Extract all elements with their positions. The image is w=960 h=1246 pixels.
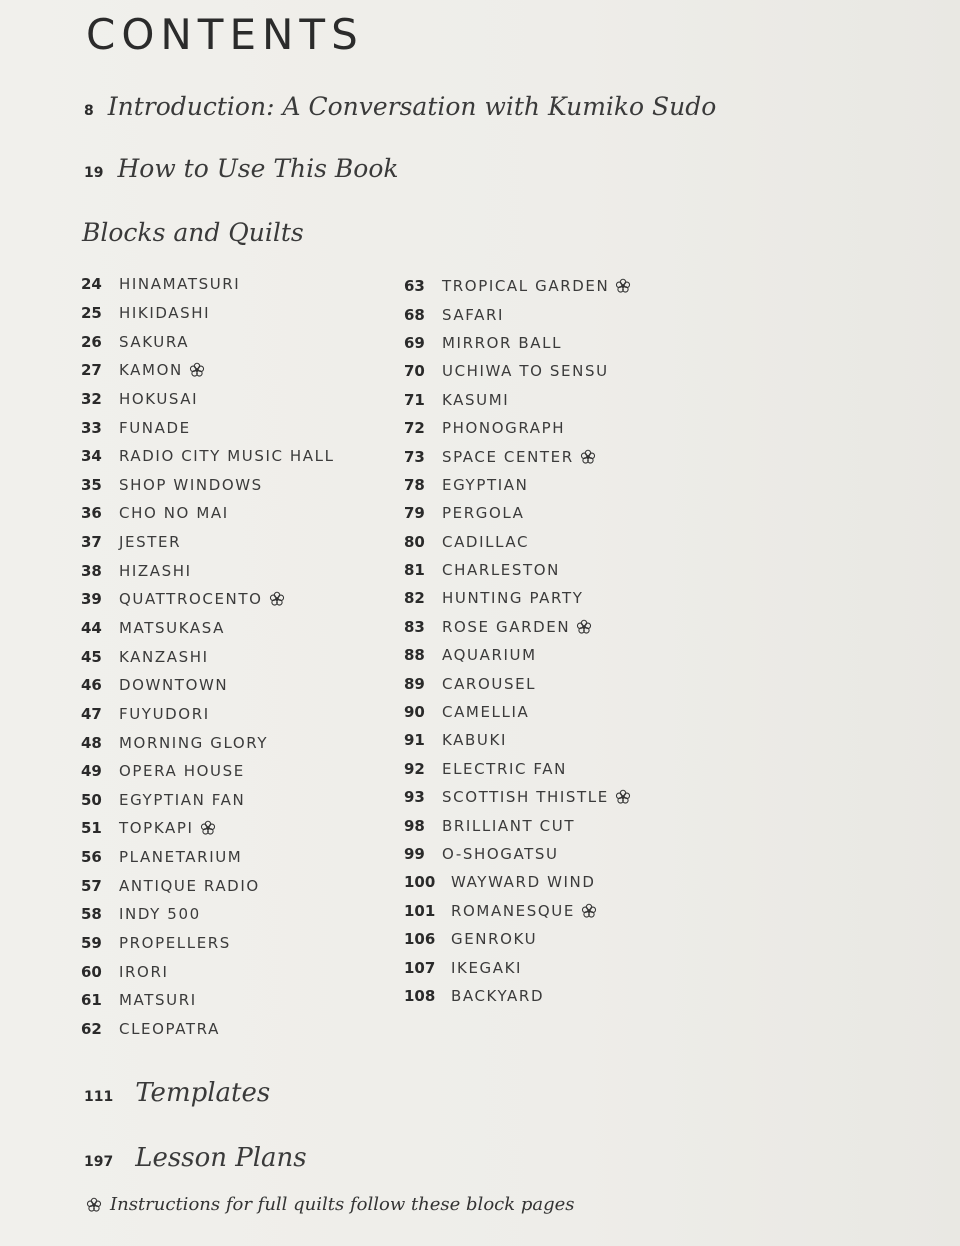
toc-block-name: MATSURI <box>119 991 197 1010</box>
toc-block-entry[interactable] <box>81 614 335 643</box>
toc-page-number: 25 <box>81 303 102 322</box>
toc-entry-label: Lesson Plans <box>135 1143 307 1173</box>
toc-block-entry[interactable] <box>81 814 335 843</box>
toc-entry-lesson-plans[interactable] <box>84 1143 307 1173</box>
toc-block-entry[interactable] <box>404 811 631 839</box>
toc-block-entry[interactable] <box>81 528 335 557</box>
toc-page-number: 51 <box>81 819 102 838</box>
toc-page-number: 38 <box>81 561 102 580</box>
flower-icon <box>86 1197 102 1213</box>
toc-page-number: 26 <box>81 332 102 351</box>
toc-block-name: PLANETARIUM <box>119 848 243 867</box>
toc-block-name: HIZASHI <box>119 561 192 580</box>
toc-block-entry[interactable] <box>81 413 335 442</box>
toc-block-name: CLEOPATRA <box>119 1019 220 1038</box>
toc-block-name: PHONOGRAPH <box>442 419 566 438</box>
toc-block-name: SPACE CENTER <box>442 447 574 466</box>
toc-block-entry[interactable] <box>404 755 631 783</box>
flower-icon <box>615 278 631 294</box>
toc-page-number: 98 <box>404 816 425 835</box>
toc-block-entry[interactable] <box>404 669 631 697</box>
toc-page-number: 107 <box>404 958 436 977</box>
toc-block-entry[interactable] <box>81 700 335 729</box>
toc-block-name: OPERA HOUSE <box>119 762 245 781</box>
toc-entry-templates[interactable] <box>84 1078 270 1108</box>
toc-block-entry[interactable] <box>81 499 335 528</box>
flower-icon <box>581 903 597 919</box>
toc-page-number: 59 <box>81 934 102 953</box>
toc-page-number: 101 <box>404 901 436 920</box>
toc-block-name: TOPKAPI <box>119 819 194 838</box>
toc-block-name: JESTER <box>119 533 182 552</box>
toc-block-entry[interactable] <box>404 556 631 584</box>
toc-block-name: ANTIQUE RADIO <box>119 876 260 895</box>
toc-page-number: 100 <box>404 873 436 892</box>
toc-block-entry[interactable] <box>404 442 631 470</box>
toc-block-name: DOWNTOWN <box>119 676 229 695</box>
toc-page-number: 108 <box>404 986 436 1005</box>
toc-block-entry[interactable] <box>404 783 631 811</box>
toc-page-number: 71 <box>404 390 425 409</box>
toc-block-name: UCHIWA TO SENSU <box>442 362 609 381</box>
toc-block-entry[interactable] <box>81 327 335 356</box>
toc-page-number: 50 <box>81 790 102 809</box>
toc-block-entry[interactable] <box>81 299 335 328</box>
toc-entry-label: Templates <box>135 1078 271 1108</box>
toc-block-entry[interactable] <box>404 414 631 442</box>
toc-page-number: 91 <box>404 731 425 750</box>
toc-page-number: 49 <box>81 762 102 781</box>
toc-block-entry[interactable] <box>81 585 335 614</box>
toc-block-name: INDY 500 <box>119 905 201 924</box>
blocks-and-quilts-heading: Blocks and Quilts <box>82 218 304 247</box>
toc-page-number: 45 <box>81 647 102 666</box>
toc-block-name: SAFARI <box>442 305 505 324</box>
toc-block-entry[interactable] <box>81 470 335 499</box>
toc-block-name: EGYPTIAN <box>442 475 529 494</box>
toc-page-number: 36 <box>81 504 102 523</box>
footnote-text: Instructions for full quilts follow these block pages <box>110 1194 575 1215</box>
toc-block-entry[interactable] <box>404 329 631 357</box>
toc-block-name: CHARLESTON <box>442 561 560 580</box>
toc-page-number: 57 <box>81 876 102 895</box>
toc-page-number: 90 <box>404 703 425 722</box>
toc-page-number: 70 <box>404 362 425 381</box>
toc-block-entry[interactable] <box>404 471 631 499</box>
toc-page-number: 34 <box>81 447 102 466</box>
toc-page-number: 8 <box>84 103 94 119</box>
toc-block-entry[interactable] <box>81 556 335 585</box>
blocks-column-right <box>404 272 631 1010</box>
toc-page-number: 47 <box>81 704 102 723</box>
toc-page-number: 79 <box>404 504 425 523</box>
toc-block-entry[interactable] <box>404 868 631 896</box>
toc-block-name: TROPICAL GARDEN <box>442 277 610 296</box>
toc-block-name: BRILLIANT CUT <box>442 816 576 835</box>
toc-block-name: RADIO CITY MUSIC HALL <box>119 447 335 466</box>
toc-block-entry[interactable] <box>81 929 335 958</box>
toc-block-name: MATSUKASA <box>119 619 225 637</box>
toc-page-number: 60 <box>81 962 102 981</box>
toc-block-name: IRORI <box>119 962 169 981</box>
toc-page-number: 69 <box>404 333 425 352</box>
toc-block-name: KAMON <box>119 361 183 380</box>
footnote <box>86 1194 575 1215</box>
toc-page-number: 37 <box>81 533 102 552</box>
toc-entry-label: Introduction: A Conversation with Kumiko Sudo <box>107 92 717 121</box>
toc-page-number: 27 <box>81 361 102 380</box>
toc-block-name: BACKYARD <box>451 986 545 1005</box>
toc-block-entry[interactable] <box>404 840 631 868</box>
toc-block-name: PROPELLERS <box>119 934 231 953</box>
toc-block-name: QUATTROCENTO <box>119 590 263 609</box>
toc-block-entry[interactable] <box>81 270 335 299</box>
toc-block-entry[interactable] <box>81 957 335 986</box>
toc-page-number: 89 <box>404 674 425 693</box>
toc-block-name: KANZASHI <box>119 647 209 666</box>
toc-page-number: 62 <box>81 1019 102 1038</box>
toc-block-entry[interactable] <box>404 982 631 1010</box>
toc-block-name: HUNTING PARTY <box>442 589 584 608</box>
toc-page-number: 78 <box>404 475 425 494</box>
toc-block-entry[interactable] <box>81 385 335 414</box>
toc-block-name: MIRROR BALL <box>442 333 563 352</box>
toc-block-name: GENROKU <box>451 930 538 949</box>
toc-block-entry[interactable] <box>81 728 335 757</box>
toc-page-number: 46 <box>81 676 102 695</box>
toc-entry-introduction[interactable] <box>84 92 716 121</box>
toc-page-number: 19 <box>84 165 104 181</box>
toc-block-entry[interactable] <box>81 442 335 471</box>
toc-block-name: WAYWARD WIND <box>451 873 596 892</box>
toc-page-number: 88 <box>404 646 425 665</box>
flower-icon <box>189 362 205 378</box>
toc-block-name: EGYPTIAN FAN <box>119 790 246 809</box>
toc-block-entry[interactable] <box>81 356 335 385</box>
page-title: CONTENTS <box>86 10 364 59</box>
toc-page-number: 63 <box>404 277 425 296</box>
toc-page-number: 61 <box>81 991 102 1010</box>
toc-page-number: 56 <box>81 848 102 867</box>
toc-page-number: 93 <box>404 788 425 807</box>
flower-icon <box>269 591 285 607</box>
toc-page-number: 99 <box>404 845 425 863</box>
toc-block-entry[interactable] <box>81 757 335 786</box>
toc-page-number: 58 <box>81 905 102 924</box>
toc-block-entry[interactable] <box>404 528 631 556</box>
toc-block-entry[interactable] <box>404 300 631 328</box>
toc-page-number: 73 <box>404 447 425 466</box>
toc-block-name: SAKURA <box>119 332 190 351</box>
toc-block-entry[interactable] <box>404 613 631 641</box>
toc-block-name: ROSE GARDEN <box>442 617 571 636</box>
toc-block-name: HIKIDASHI <box>119 303 211 322</box>
toc-block-entry[interactable] <box>404 499 631 527</box>
toc-page-number: 81 <box>404 561 425 580</box>
toc-page-number: 80 <box>404 532 425 551</box>
toc-block-entry[interactable] <box>81 871 335 900</box>
toc-block-name: CAMELLIA <box>442 703 530 722</box>
toc-block-entry[interactable] <box>81 986 335 1015</box>
toc-block-name: O-SHOGATSU <box>442 845 559 863</box>
toc-page-number: 106 <box>404 930 436 949</box>
toc-block-name: SHOP WINDOWS <box>119 475 263 494</box>
toc-page-number: 197 <box>84 1154 114 1170</box>
flower-icon <box>615 789 631 805</box>
toc-block-entry[interactable] <box>81 671 335 700</box>
toc-block-entry[interactable] <box>404 641 631 669</box>
toc-block-entry[interactable] <box>404 726 631 754</box>
flower-icon <box>200 820 216 836</box>
toc-block-entry[interactable] <box>81 1015 335 1044</box>
toc-block-name: ELECTRIC FAN <box>442 759 567 778</box>
toc-block-name: FUYUDORI <box>119 704 210 723</box>
toc-block-entry[interactable] <box>404 698 631 726</box>
toc-block-name: CAROUSEL <box>442 674 537 693</box>
toc-page-number: 48 <box>81 733 102 752</box>
toc-block-entry[interactable] <box>81 642 335 671</box>
toc-block-name: KASUMI <box>442 390 510 409</box>
toc-block-entry[interactable] <box>404 272 631 300</box>
toc-page-number: 92 <box>404 759 425 778</box>
toc-page-number: 39 <box>81 590 102 609</box>
toc-block-entry[interactable] <box>404 897 631 925</box>
toc-block-entry[interactable] <box>404 386 631 414</box>
toc-page-number: 44 <box>81 619 102 637</box>
toc-block-entry[interactable] <box>404 357 631 385</box>
toc-page-number: 83 <box>404 617 425 636</box>
toc-page-number: 35 <box>81 475 102 494</box>
toc-block-entry[interactable] <box>81 900 335 929</box>
toc-entry-label: How to Use This Book <box>117 154 399 183</box>
toc-block-name: KABUKI <box>442 731 507 750</box>
toc-block-name: CHO NO MAI <box>119 504 229 523</box>
toc-block-name: HINAMATSURI <box>119 275 241 294</box>
toc-block-name: HOKUSAI <box>119 389 199 408</box>
toc-page-number: 32 <box>81 389 102 408</box>
toc-block-entry[interactable] <box>404 953 631 981</box>
toc-block-entry[interactable] <box>404 925 631 953</box>
toc-block-name: CADILLAC <box>442 532 530 551</box>
toc-page-number: 111 <box>84 1089 114 1105</box>
toc-page-number: 82 <box>404 589 425 608</box>
toc-page-number: 72 <box>404 419 425 438</box>
flower-icon <box>580 449 596 465</box>
toc-block-entry[interactable] <box>81 786 335 815</box>
toc-block-entry[interactable] <box>404 584 631 612</box>
toc-block-entry[interactable] <box>81 843 335 872</box>
toc-block-name: ROMANESQUE <box>451 901 575 920</box>
toc-page-number: 33 <box>81 418 102 437</box>
blocks-column-left <box>81 270 335 1043</box>
toc-page-number: 24 <box>81 275 102 294</box>
toc-block-name: IKEGAKI <box>451 958 523 977</box>
toc-block-name: FUNADE <box>119 418 191 437</box>
toc-block-name: SCOTTISH THISTLE <box>442 788 609 807</box>
toc-page-number: 68 <box>404 305 425 324</box>
toc-block-name: AQUARIUM <box>442 646 537 665</box>
toc-entry-how-to-use[interactable] <box>84 154 399 183</box>
flower-icon <box>576 619 592 635</box>
toc-block-name: MORNING GLORY <box>119 733 269 752</box>
toc-block-name: PERGOLA <box>442 504 525 523</box>
